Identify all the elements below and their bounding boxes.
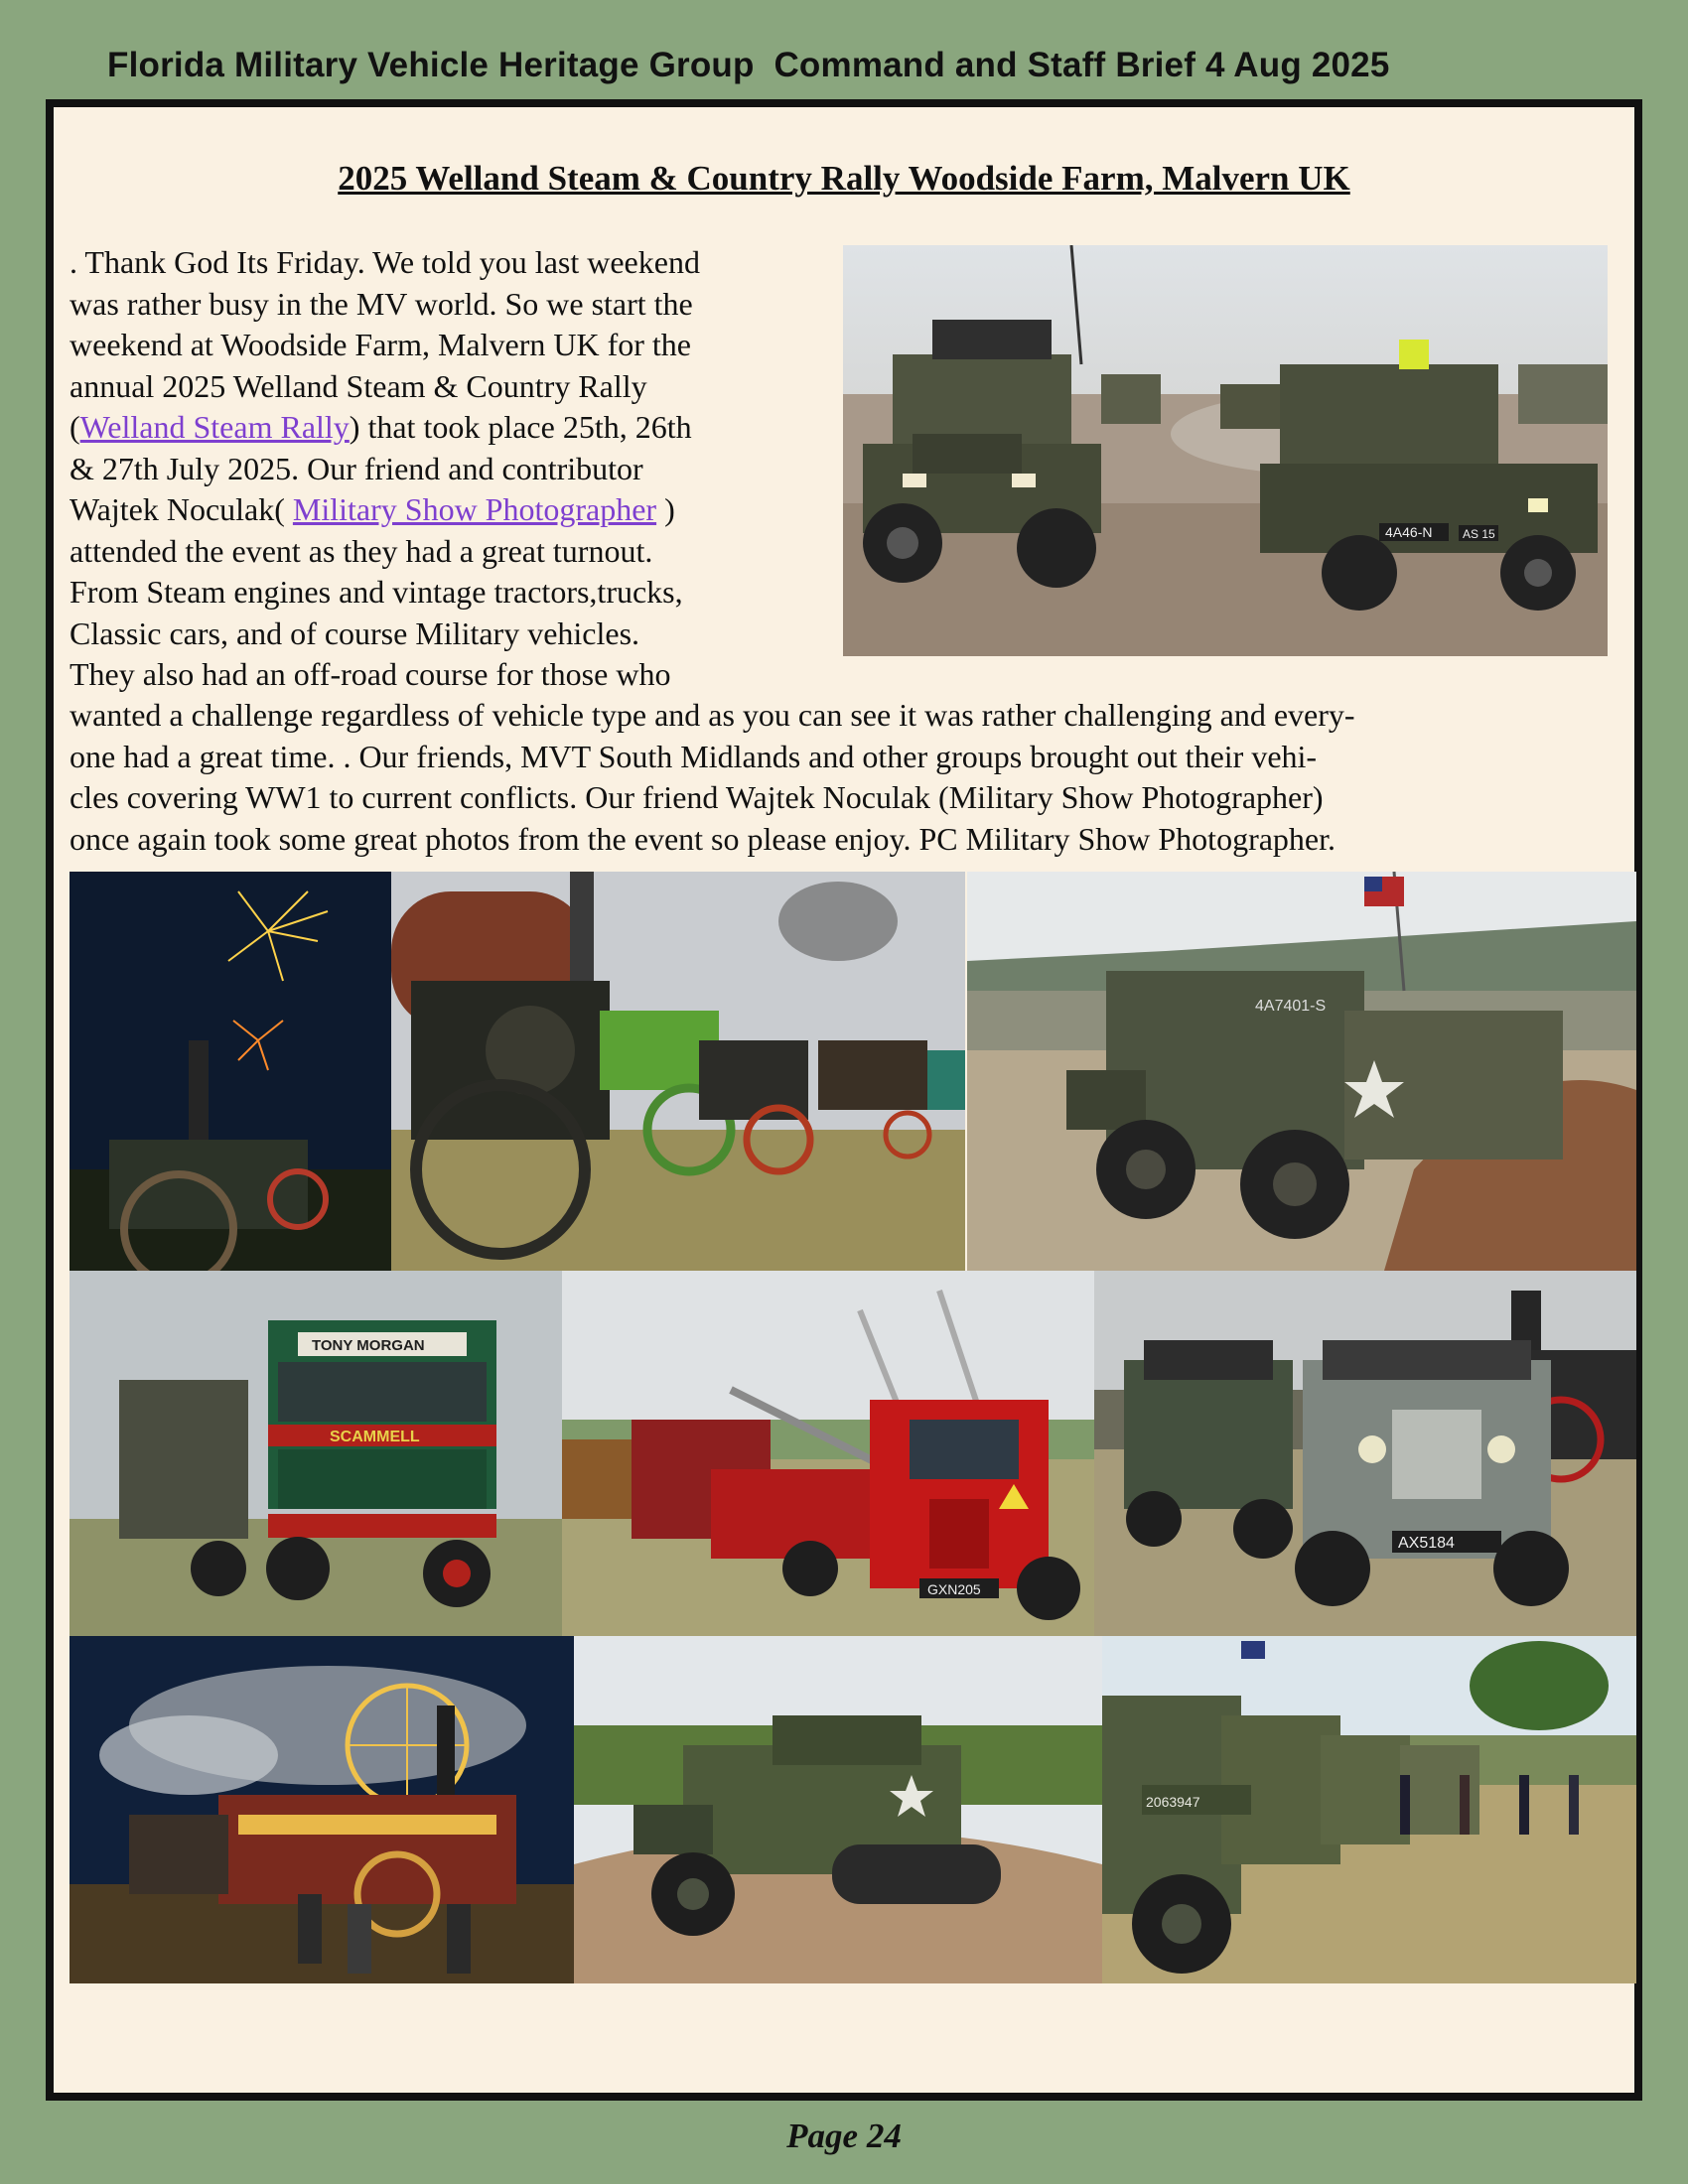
plate-text: 4A46-N: [1385, 524, 1433, 540]
text-line: Classic cars, and of course Military vehicles.: [70, 614, 640, 651]
vintage-cars-photo: [1094, 1271, 1636, 1636]
halftracks-image: [843, 245, 1608, 656]
text-line: From Steam engines and vintage tractors,trucks,: [70, 574, 683, 610]
night-steam-fair-photo: [70, 1636, 574, 1983]
truck-brand-text: SCAMMELL: [330, 1429, 420, 1445]
text-line: & 27th July 2025. Our friend and contributor: [70, 450, 643, 486]
newsletter-header: [107, 46, 1597, 95]
military-show-photographer-link[interactable]: Military Show Photographer: [292, 491, 657, 527]
text-fragment: ): [656, 491, 675, 527]
hero-halftracks-photo: [843, 245, 1608, 656]
halftrack-hill-photo: [574, 1636, 1102, 1983]
article-intro: [70, 242, 834, 696]
text-line: once again took some great photos from the event so please enjoy. PC Military Show Photographer.: [70, 820, 1336, 857]
text-line: [70, 489, 834, 531]
steam-engines-line-photo: [391, 872, 965, 1271]
truck-sign-text: TONY MORGAN: [312, 1337, 425, 1354]
text-line: . Thank God Its Friday. We told you last weekend: [70, 244, 700, 280]
scammell-truck-photo: [70, 1271, 562, 1636]
vehicle-marking: 4A7401-S: [1255, 998, 1327, 1015]
org-name: Florida Military Vehicle Heritage Group: [107, 46, 755, 84]
text-fragment: Wajtek Noculak(: [70, 491, 293, 527]
text-line: attended the event as they had a great turnout.: [70, 532, 653, 569]
text-fragment: (: [70, 409, 80, 445]
fireworks-steam-photo: [70, 872, 391, 1271]
plate-text: GXN205: [927, 1581, 981, 1597]
text-line: weekend at Woodside Farm, Malvern UK for the: [70, 327, 691, 362]
text-fragment: ) that took place 25th, 26th: [349, 409, 692, 445]
vehicle-marking: 2063947: [1146, 1794, 1200, 1810]
text-line: annual 2025 Welland Steam & Country Rally: [70, 367, 647, 404]
brief-date: Command and Staff Brief 4 Aug 2025: [774, 46, 1390, 84]
text-line: one had a great time. . Our friends, MVT South Midlands and other groups brought out their vehi-: [70, 738, 1318, 774]
fire-engines-photo: [562, 1271, 1094, 1636]
article-body: [70, 695, 1638, 860]
text-line: wanted a challenge regardless of vehicle type and as you can see it was rather challenging and every-: [70, 697, 1355, 733]
text-line: [70, 407, 834, 449]
article-title: 2025 Welland Steam & Country Rally Woodside Farm, Malvern UK: [338, 159, 1350, 198]
page-frame: [46, 99, 1642, 2101]
plate-text: AX5184: [1398, 1535, 1455, 1552]
page-number: Page 24: [786, 2116, 902, 2155]
welland-steam-rally-link[interactable]: Welland Steam Rally: [79, 409, 350, 445]
text-line: cles covering WW1 to current conflicts. Our friend Wajtek Noculak (Military Show Photographer): [70, 779, 1324, 815]
gmc-truck-offroad-photo: [967, 872, 1636, 1271]
text-line: They also had an off-road course for those who: [70, 656, 671, 692]
plate-text: AS 15: [1463, 527, 1495, 541]
text-line: was rather busy in the MV world. So we start the: [70, 285, 693, 322]
vehicle-lineup-photo: [1102, 1636, 1636, 1983]
